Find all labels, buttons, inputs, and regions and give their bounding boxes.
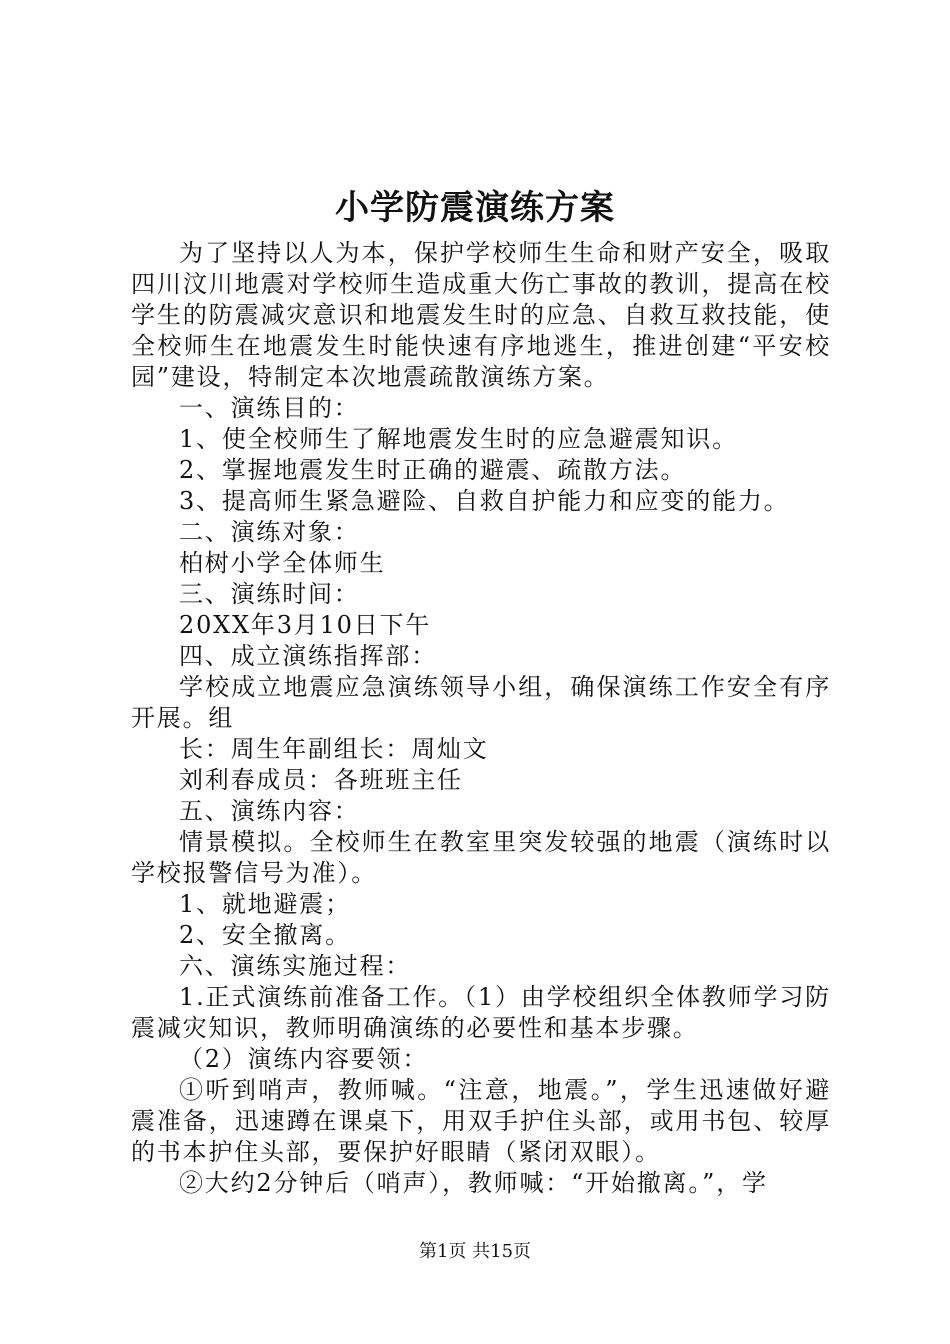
paragraph-purpose-3: 3、提高师生紧急避险、自救自护能力和应变的能力。 [179,487,790,515]
document-title: 小学防震演练方案 [335,188,615,228]
paragraph-preparation: 1.正式演练前准备工作。（1）由学校组织全体教师学习防震减灾知识，教师明确演练的必要性和基本步骤。 [131,983,831,1042]
paragraph-intro: 为了坚持以人为本，保护学校师生生命和财产安全，吸取四川汶川地震对学校师生造成重大伤亡事故的教训，提高在校学生的防震减灾意识和地震发生时的应急、自救互救技能，使全校师生在地震发生时能快速有序地逃生，推进创建“平安校园”建设，特制定本次地震疏散演练方案。 [131,239,831,391]
paragraph-step-1: ①听到哨声，教师喊。“注意，地震。”，学生迅速做好避震准备，迅速蹲在课桌下，用双手护住头部，或用书包、较厚的书本护住头部，要保护好眼睛（紧闭双眼）。 [131,1076,831,1166]
page-number-label: 第1页 共15页 [418,1241,532,1262]
paragraph-command-group: 学校成立地震应急演练领导小组，确保演练工作安全有序开展。组 [131,673,831,732]
paragraph-participants: 柏树小学全体师生 [179,549,386,577]
paragraph-group-leaders: 长：周生年副组长：周灿文 [179,735,489,763]
paragraph-drill-essentials: （2）演练内容要领： [179,1045,429,1073]
paragraph-section-4-heading: 四、成立演练指挥部： [179,642,437,670]
page-footer [0,1240,950,1264]
paragraph-content-1: 1、就地避震； [179,890,351,918]
paragraph-section-2-heading: 二、演练对象： [179,518,360,546]
paragraph-purpose-2: 2、掌握地震发生时正确的避震、疏散方法。 [179,456,687,484]
paragraph-group-members: 刘利春成员：各班班主任 [179,766,463,794]
paragraph-section-3-heading: 三、演练时间： [179,580,360,608]
paragraph-purpose-1: 1、使全校师生了解地震发生时的应急避震知识。 [179,425,738,453]
paragraph-drill-time: 20XX年3月10日下午 [179,611,432,639]
paragraph-step-2: ②大约2分钟后（哨声），教师喊：“开始撤离。”，学 [179,1169,768,1197]
paragraph-scenario: 情景模拟。全校师生在教室里突发较强的地震（演练时以学校报警信号为准）。 [131,828,831,887]
paragraph-content-2: 2、安全撤离。 [179,921,351,949]
paragraph-section-5-heading: 五、演练内容： [179,797,360,825]
paragraph-section-6-heading: 六、演练实施过程： [179,952,412,980]
document-body [131,238,831,1199]
paragraph-section-1-heading: 一、演练目的： [179,394,360,422]
